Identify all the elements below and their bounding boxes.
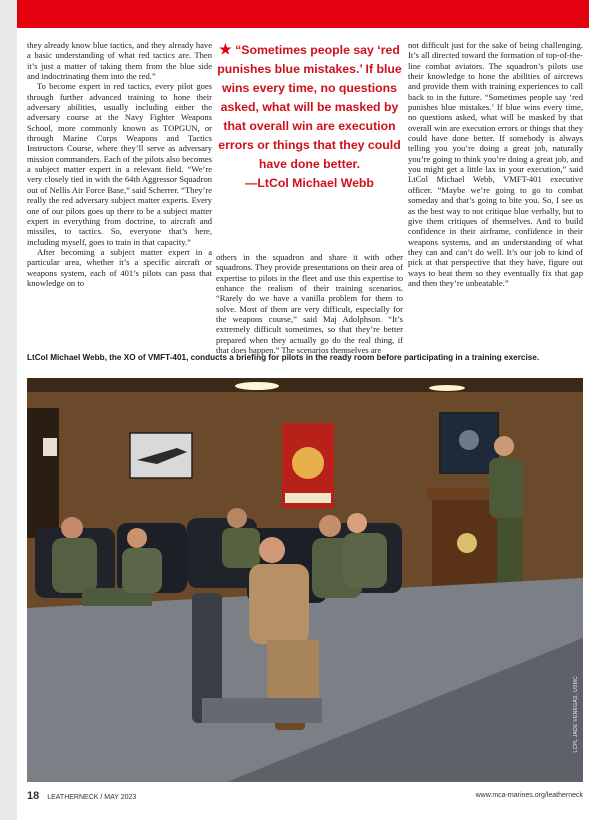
photo-caption: LtCol Michael Webb, the XO of VMFT-401, conducts a briefing for pilots in the ready room before participating in a training exercise. xyxy=(27,353,540,362)
pull-quote-text: “Sometimes people say ‘red punishes blue mistakes.’ If blue wins every time, no questions asked, what will be masked by that overall win are execution errors or things that they could have done better. xyxy=(217,43,402,171)
top-red-bar xyxy=(17,0,589,28)
article-paragraph: others in the squadron and share it with other squadrons. They provide presentations on their area of expertise to pilots in the fleet and use this expertise to enhance the realism of their training scenarios. “Rarely do we have a vanilla problem for them to solve. Most of them are very difficult, especially for the weapons course,” said Maj Adolphson. “It’s extremely difficult sometimes, so that they’re better prepared when they actually go do the real thing, if that does happen.” The scenarios themselves are xyxy=(216,252,403,356)
article-column-3 xyxy=(408,40,583,346)
page-number: 18 xyxy=(27,790,40,802)
article-column-1 xyxy=(27,40,212,346)
website-link[interactable]: www.mca-marines.org/leatherneck xyxy=(475,792,583,799)
pull-quote-attribution: —LtCol Michael Webb xyxy=(245,176,374,190)
article-column-2 xyxy=(216,252,403,356)
publication-name: LEATHERNECK / MAY 2023 xyxy=(47,794,137,801)
article-paragraph: To become expert in red tactics, every pilot goes through further advanced training to hone their adversary abilities, usually including either the adversary course at the Navy Fighter Weapons School, more commonly known as TOPGUN, or through Marine Corps Weapons and Tactics Instructors Course, where they’ll serve as adversary mission commanders. Each of the pilots also becomes a subject matter expert in a relevant field. “We’re very closely tied in with the 64th Aggressor Squadron out of Nellis Air Force Base,” said Scherrer. “They’re really the red adversary subject matter experts. Every one of our pilots goes up there to be a subject matter expert in everything from doctrine, to aircraft and missiles, to tactics. So, everyone that’s here, including myself, goes to train in that capacity.” xyxy=(27,81,212,247)
article-paragraph: not difficult just for the sake of being challenging. It’s all directed toward the formation of top-of-the-line combat aviators. The squadron’s pilots use their knowledge to hone the abilities of aircrews and provide them with training experiences to call back to in the future. “Sometimes people say ‘red punishes blue mistakes.’ If blue wins every time, no questions asked, what will be masked by that overall win are execution errors or things that they could have done better. If somebody is always telling you you’re doing a great job, naturally you’re going to think you’re doing a great job, and you might get a little lax in your execution,” said LtCol Michael Webb, VMFT-401 executive officer. “Maybe we’re going to go to combat someday and that’s going to bite you. So, I see us as the best way to not critique blue verbally, but to give them critiques of themselves. And to build confidence in their airframe, confidence in their weapons systems, and an understanding of what they can and can’t do well. It’s our job to kind of pick at that perspective that they have, figure out ways to beat them so they eventually fix that gap and then they’re unbeatable.” xyxy=(408,40,583,288)
article-paragraph: After becoming a subject matter expert in a particular area, whether it’s a specific aircraft or weapons system, each of 401’s pilots can pass that knowledge on to xyxy=(27,246,212,288)
magazine-page xyxy=(17,0,589,820)
briefing-room-photo xyxy=(27,378,583,782)
briefing-room-illustration xyxy=(27,378,583,782)
star-icon: ★ xyxy=(219,41,232,57)
page-footer xyxy=(27,790,583,802)
article-paragraph: they already know blue tactics, and they already have a basic understanding of what red tactics are. Then it’s just a matter of taking them from the blue side and indoctrinating them into the red.” xyxy=(27,40,212,82)
photo-credit: LCPL JADE VENEGAS, USMC xyxy=(573,675,579,752)
pull-quote xyxy=(216,40,403,193)
